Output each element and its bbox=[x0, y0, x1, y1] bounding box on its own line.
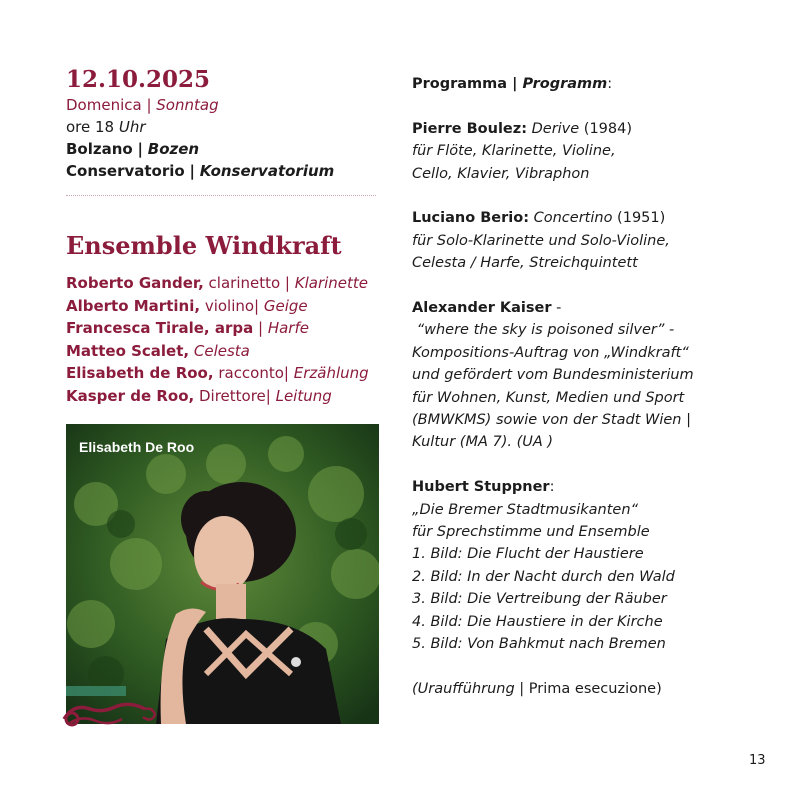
program-heading: Programma | Programm: bbox=[412, 76, 613, 92]
work-stuppner-line: 5. Bild: Von Bahkmut nach Bremen bbox=[412, 636, 666, 653]
venue-italian: Conservatorio bbox=[66, 162, 185, 180]
work-berio-title: Luciano Berio: Concertino (1951) bbox=[412, 210, 666, 227]
day-german: Sonntag bbox=[156, 96, 219, 114]
ensemble-title: Ensemble Windkraft bbox=[66, 231, 342, 260]
time-german: Uhr bbox=[118, 118, 146, 136]
event-info bbox=[66, 66, 378, 407]
portrait-image bbox=[66, 424, 379, 724]
member-item: Alberto Martini, violino| Geige bbox=[66, 296, 308, 315]
work-stuppner-line: 4. Bild: Die Haustiere in der Kirche bbox=[412, 613, 663, 630]
work-stuppner-line: 2. Bild: In der Nacht durch den Wald bbox=[412, 568, 675, 585]
work-boulez-title: Pierre Boulez: Derive (1984) bbox=[412, 120, 633, 137]
work-kaiser-line: “where the sky is poisoned silver” - bbox=[412, 322, 675, 339]
premiere-note: (Uraufführung | Prima esecuzione) bbox=[412, 680, 662, 697]
photo-caption: Elisabeth De Roo bbox=[79, 439, 195, 455]
member-list bbox=[66, 272, 378, 407]
divider bbox=[66, 195, 376, 196]
city-german: Bozen bbox=[147, 140, 200, 158]
member-item: Francesca Tirale, arpa | Harfe bbox=[66, 319, 309, 337]
work-stuppner-line: 3. Bild: Die Vertreibung der Räuber bbox=[412, 591, 667, 608]
page-number: 13 bbox=[749, 753, 766, 768]
work-stuppner-line: für Sprechstimme und Ensemble bbox=[412, 524, 650, 541]
work-kaiser-line: und gefördert vom Bundesministerium bbox=[412, 367, 694, 384]
day-italian: Domenica bbox=[66, 96, 142, 114]
member-item: Matteo Scalet, Celesta bbox=[66, 341, 250, 360]
portrait-photo bbox=[66, 424, 379, 724]
work-kaiser-line: Kultur (MA 7). (UA ) bbox=[412, 434, 554, 451]
event-time bbox=[66, 116, 378, 138]
work-kaiser-line: für Wohnen, Kunst, Medien und Sport bbox=[412, 389, 685, 406]
work-boulez-line: für Flöte, Klarinette, Violine, bbox=[412, 143, 616, 160]
work-kaiser-line: (BMWKMS) sowie von der Stadt Wien | bbox=[412, 412, 691, 429]
program-section bbox=[412, 73, 772, 700]
flourish-ornament-icon bbox=[60, 695, 160, 735]
work-stuppner-line: „Die Bremer Stadtmusikanten“ bbox=[412, 501, 639, 518]
event-date: 12.10.2025 bbox=[66, 66, 211, 93]
event-city: Bolzano | Bozen bbox=[66, 140, 200, 158]
venue-german: Konservatorium bbox=[199, 162, 335, 180]
member-item: Roberto Gander, clarinetto | Klarinette bbox=[66, 274, 369, 292]
work-kaiser-line: Kompositions-Auftrag von „Windkraft“ bbox=[412, 344, 689, 361]
work-boulez-line: Cello, Klavier, Vibraphon bbox=[412, 165, 590, 182]
work-berio-line: für Solo-Klarinette und Solo-Violine, bbox=[412, 232, 670, 249]
city-italian: Bolzano bbox=[66, 140, 133, 158]
member-item: Elisabeth de Roo, racconto| Erzählung bbox=[66, 364, 369, 382]
work-stuppner-title: Hubert Stuppner: bbox=[412, 479, 555, 496]
time-italian: ore 18 bbox=[66, 118, 115, 136]
work-stuppner-line: 1. Bild: Die Flucht der Haustiere bbox=[412, 546, 644, 563]
event-day: Domenica | Sonntag bbox=[66, 96, 219, 114]
work-kaiser-title: Alexander Kaiser - bbox=[412, 300, 562, 317]
member-item: Kasper de Roo, Direttore| Leitung bbox=[66, 386, 332, 405]
work-berio-line: Celesta / Harfe, Streichquintett bbox=[412, 255, 638, 272]
event-venue: Conservatorio | Konservatorium bbox=[66, 162, 335, 180]
